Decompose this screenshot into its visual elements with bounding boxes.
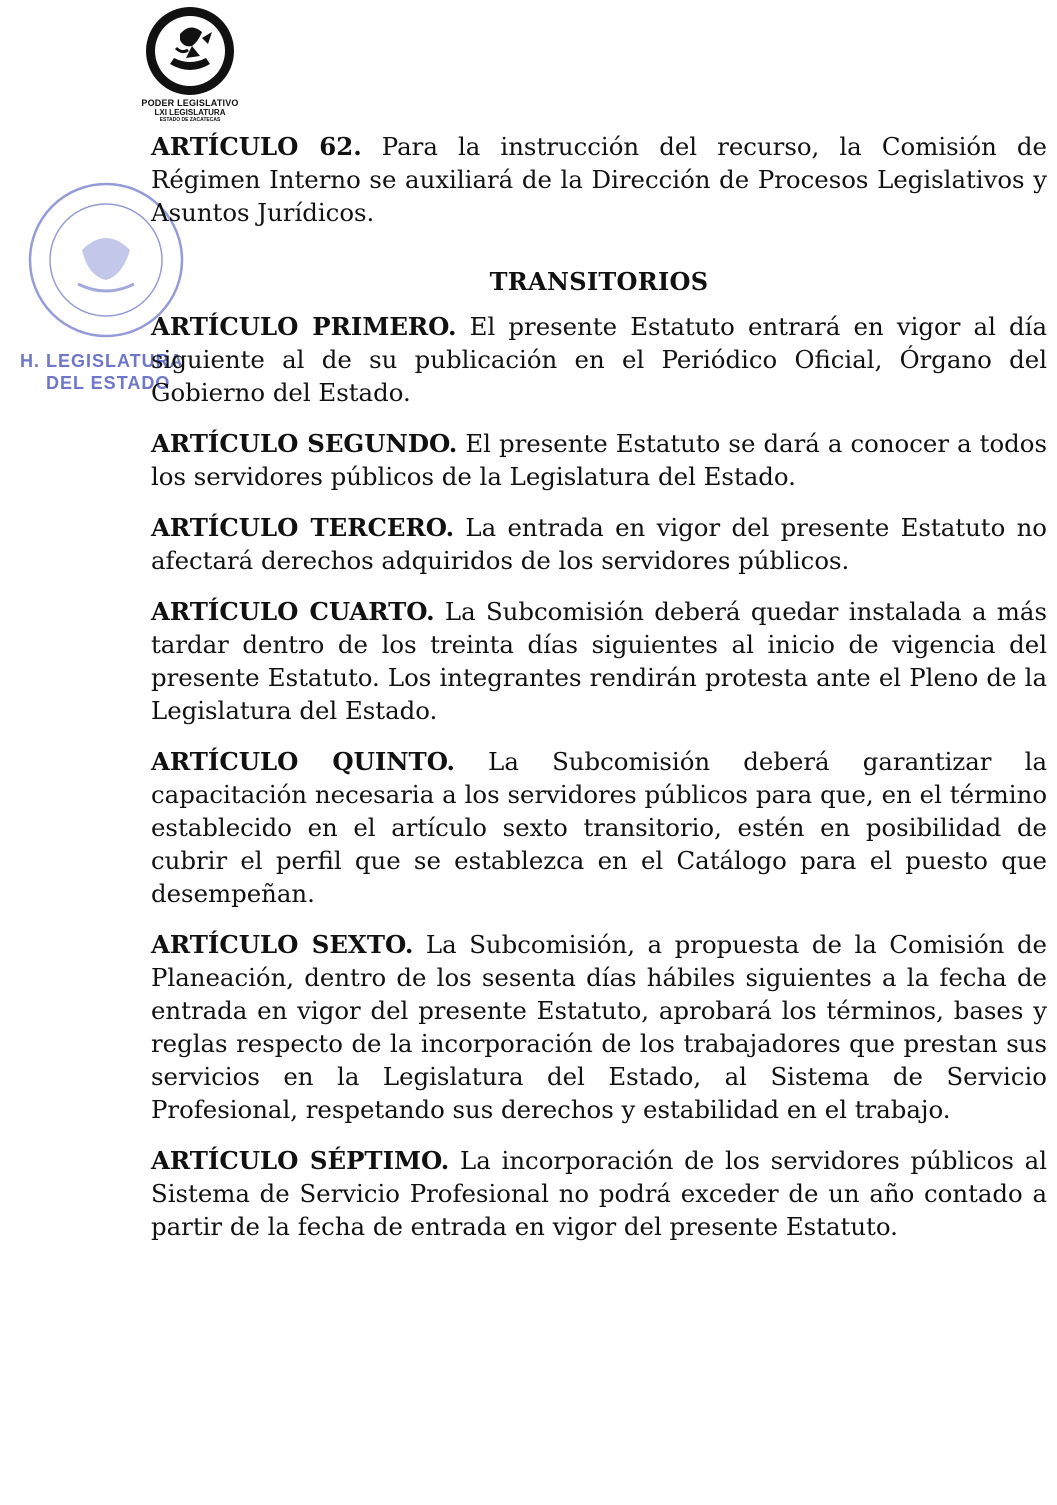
legislature-logo xyxy=(132,4,248,123)
logo-line-2: LXI LEGISLATURA xyxy=(154,108,226,117)
document-body xyxy=(151,130,1047,1243)
article-title: ARTÍCULO SEXTO. xyxy=(151,930,414,959)
article-septimo xyxy=(151,1144,1047,1243)
article-segundo xyxy=(151,427,1047,493)
section-heading: TRANSITORIOS xyxy=(489,267,709,296)
logo-line-1: PODER LEGISLATIVO xyxy=(141,98,239,108)
article-title: ARTÍCULO CUARTO. xyxy=(151,597,435,626)
article-text: La entrada en vigor del presente Estatuto no afectará derechos adquiridos de los servidores públicos. xyxy=(151,513,1047,575)
article-62 xyxy=(151,130,1047,229)
coat-of-arms-icon xyxy=(140,4,240,98)
logo-line-3: ESTADO DE ZACATECAS xyxy=(159,117,221,123)
article-sexto xyxy=(151,928,1047,1126)
article-primero xyxy=(151,310,1047,409)
seal-stamp-line-2: DEL ESTADO xyxy=(46,373,171,393)
article-title: ARTÍCULO SÉPTIMO. xyxy=(151,1146,450,1175)
article-text: El presente Estatuto entrará en vigor al día siguiente al de su publicación en el Periódico Oficial, Órgano del Gobierno del Estado. xyxy=(151,312,1047,407)
article-text: La Subcomisión, a propuesta de la Comisión de Planeación, dentro de los sesenta días hábiles siguientes a la fecha de entrada en vigor del presente Estatuto, aprobará los términos, bases y reglas respecto de la incorporación de los trabajadores que prestan sus servicios en la Legislatura del Estado, al Sistema de Servicio Profesional, respetando sus derechos y estabilidad en el trabajo. xyxy=(151,930,1047,1124)
article-text: La Subcomisión deberá garantizar la capacitación necesaria a los servidores públicos para que, en el término establecido en el artículo sexto transitorio, estén en posibilidad de cubrir el perfil que se establezca en el Catálogo para el puesto que desempeñan. xyxy=(151,747,1047,908)
seal-eagle-icon xyxy=(82,238,130,280)
article-text: La incorporación de los servidores públicos al Sistema de Servicio Profesional no podrá exceder de un año contado a partir de la fecha de entrada en vigor del presente Estatuto. xyxy=(151,1146,1048,1241)
article-tercero xyxy=(151,511,1047,577)
article-title: ARTÍCULO PRIMERO. xyxy=(151,312,457,341)
article-title: ARTÍCULO QUINTO. xyxy=(151,747,455,776)
article-title: ARTÍCULO SEGUNDO. xyxy=(151,429,458,458)
article-title: ARTÍCULO TERCERO. xyxy=(151,513,455,542)
article-text: Para la instrucción del recurso, la Comisión de Régimen Interno se auxiliará de la Dirección de Procesos Legislativos y Asuntos Jurídicos. xyxy=(151,132,1047,227)
article-text: La Subcomisión deberá quedar instalada a más tardar dentro de los treinta días siguientes al inicio de vigencia del presente Estatuto. Los integrantes rendirán protesta ante el Pleno de la Legislatura del Estado. xyxy=(151,597,1047,725)
seal-stamp-line-1: H. LEGISLATURA xyxy=(20,351,184,371)
article-cuarto xyxy=(151,595,1047,727)
article-quinto xyxy=(151,745,1047,910)
article-title: ARTÍCULO 62. xyxy=(151,132,362,161)
article-text: El presente Estatuto se dará a conocer a todos los servidores públicos de la Legislatura del Estado. xyxy=(151,429,1047,491)
